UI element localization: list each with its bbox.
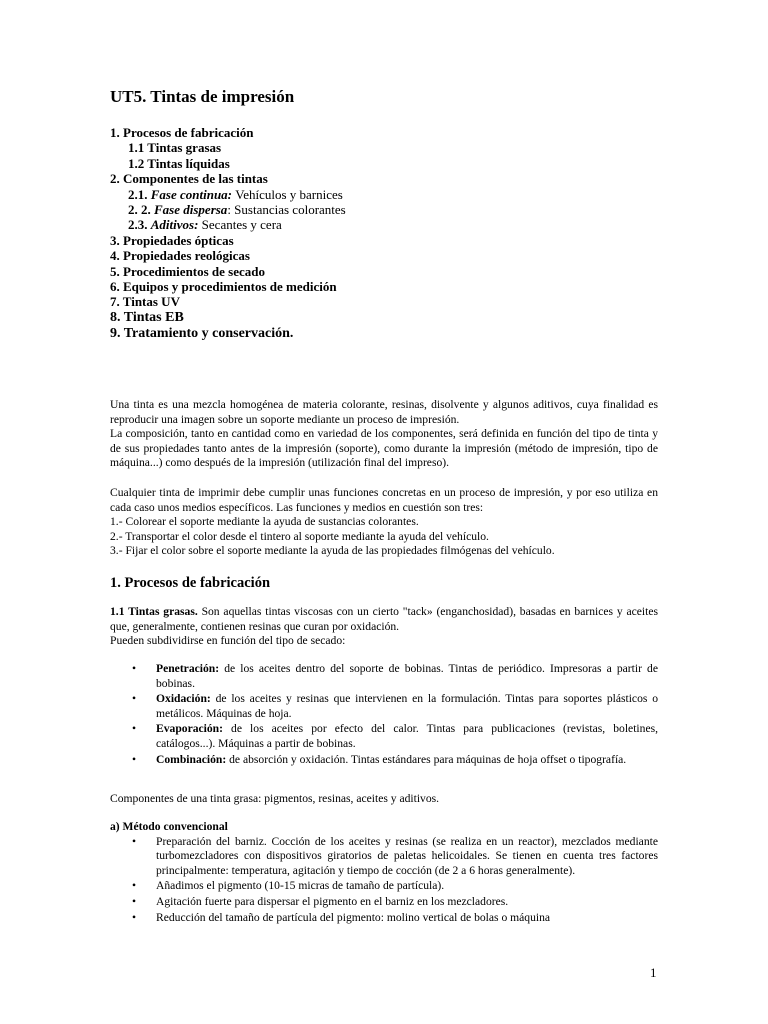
toc-item-2-1-term: Fase continua:	[150, 186, 233, 202]
list-item-text: de absorción y oxidación. Tintas estándares para máquinas de hoja offset o tipografía.	[226, 752, 627, 766]
toc-item-2-2	[110, 202, 346, 217]
secado-list-block	[110, 662, 658, 768]
toc-item-1: 1. Procesos de fabricación	[110, 125, 254, 140]
list-item-term: Oxidación:	[156, 692, 211, 706]
functions-intro: Cualquier tinta de imprimir debe cumplir unas funciones concretas en un proceso de impresión, y por eso utiliza en cada caso unos medios específicos. Las funciones y medios en cuestión son tres:	[110, 486, 658, 514]
toc-item-2-2-text: : Sustancias colorantes	[227, 202, 346, 218]
metodo-block	[110, 820, 658, 926]
list-item	[110, 692, 658, 721]
toc-item-2-3-number: 2.3.	[128, 217, 148, 233]
toc-item-7: 7. Tintas UV	[110, 294, 180, 310]
toc-item-2: 2. Componentes de las tintas	[110, 171, 268, 187]
section-heading: 1. Procesos de fabricación	[110, 575, 271, 591]
componentes-block	[110, 792, 658, 807]
metodo-list	[110, 835, 658, 926]
toc-item-2-1-text: Vehículos y barnices	[235, 186, 343, 202]
list-item-term: Penetración:	[156, 662, 220, 675]
subdivision-text: Pueden subdividirse en función del tipo de secado:	[110, 634, 346, 648]
toc-item-1-1: 1.1 Tintas grasas	[128, 140, 222, 156]
list-item	[110, 662, 658, 691]
page-number: 1	[650, 965, 657, 980]
page-title: UT5. Tintas de impresión	[110, 87, 295, 106]
toc-item-2-3	[110, 217, 346, 232]
toc-item-8: 8. Tintas EB	[110, 309, 184, 325]
tintas-grasas-block	[110, 605, 658, 649]
intro-block	[110, 398, 658, 471]
toc-item-6: 6. Equipos y procedimientos de medición	[110, 279, 337, 295]
toc-item-4: 4. Propiedades reológicas	[110, 248, 250, 264]
list-item-term: Evaporación:	[156, 722, 223, 736]
tintas-grasas-text: Son aquellas tintas viscosas con un cierto "tack» (enganchosidad), basadas en barnices y aceites que, generalmente, contienen resinas que curan por oxidación.	[110, 605, 659, 633]
list-item-text: de los aceites y resinas que intervienen en la formulación. Tintas para soportes plásticos o metálicos. Máquinas de hoja.	[156, 692, 658, 720]
toc-item-2-1	[110, 187, 346, 202]
list-item: • Añadimos el pigmento (10-15 micras de tamaño de partícula).	[110, 879, 658, 894]
toc-item-2-3-term: Aditivos:	[150, 217, 199, 233]
toc-item-3: 3. Propiedades ópticas	[110, 232, 234, 248]
secado-list	[110, 662, 658, 767]
tintas-grasas-paragraph	[110, 605, 658, 634]
intro-composition: La composición, tanto en cantidad como en variedad de los componentes, será definida en función del tipo de tinta y de sus propiedades tanto antes de la impresión (soporte), como durante la impresión (método de impresión, tipo de máquina...) como después de la impresión (utilización final del impreso).	[110, 427, 658, 470]
function-item-1: 1.- Colorear el soporte mediante la ayuda de sustancias colorantes.	[110, 515, 419, 529]
functions-block	[110, 486, 658, 559]
toc-item-2-1-number: 2.1.	[128, 186, 148, 202]
toc-item-2-2-term: Fase dispersa	[154, 202, 228, 218]
toc-item-9: 9. Tratamiento y conservación.	[110, 325, 294, 341]
toc-item-1-2: 1.2 Tintas líquidas	[128, 155, 230, 171]
toc-item-5: 5. Procedimientos de secado	[110, 263, 266, 279]
list-item-term: Combinación:	[156, 752, 227, 766]
tintas-grasas-lead: 1.1 Tintas grasas.	[110, 605, 198, 618]
intro-definition: Una tinta es una mezcla homogénea de materia colorante, resinas, disolvente y algunos aditivos, cuya finalidad es reproducir una imagen sobre un soporte mediante un proceso de impresión.	[110, 398, 658, 426]
function-item-2: 2.- Transportar el color desde el tintero al soporte mediante la ayuda del vehículo.	[110, 529, 489, 543]
list-item: • Reducción del tamaño de partícula del pigmento: molino vertical de bolas o máquina	[110, 911, 658, 926]
list-item	[110, 722, 658, 751]
toc-item-2-2-number: 2. 2.	[128, 202, 151, 218]
function-item-3: 3.- Fijar el color sobre el soporte mediante la ayuda de las propiedades filmógenas del vehículo.	[110, 544, 555, 558]
list-item: • Preparación del barniz. Cocción de los aceites y resinas (se realiza en un reactor), mezclados mediante turbomezcladores con dispositivos giratorios de paletas helicoidales. Se tienen en cuenta tres factores principalmente: temperatura, agitación y tiempo de cocción (de 2 a 6 horas generalmente).	[110, 835, 658, 879]
list-item-text: de los aceites dentro del soporte de bobinas. Tintas de periódico. Impresoras a partir de bobinas.	[156, 662, 658, 690]
metodo-heading: a) Método convencional	[110, 820, 228, 833]
componentes-text: Componentes de una tinta grasa: pigmentos, resinas, aceites y aditivos.	[110, 792, 440, 805]
table-of-contents	[110, 125, 346, 342]
toc-item-2-3-text: Secantes y cera	[201, 217, 282, 233]
list-item: • Agitación fuerte para dispersar el pigmento en el barniz en los mezcladores.	[110, 895, 658, 910]
list-item	[110, 753, 658, 768]
list-item-text: de los aceites por efecto del calor. Tintas para publicaciones (revistas, boletines, catálogos...). Máquinas a partir de bobinas.	[156, 722, 658, 750]
